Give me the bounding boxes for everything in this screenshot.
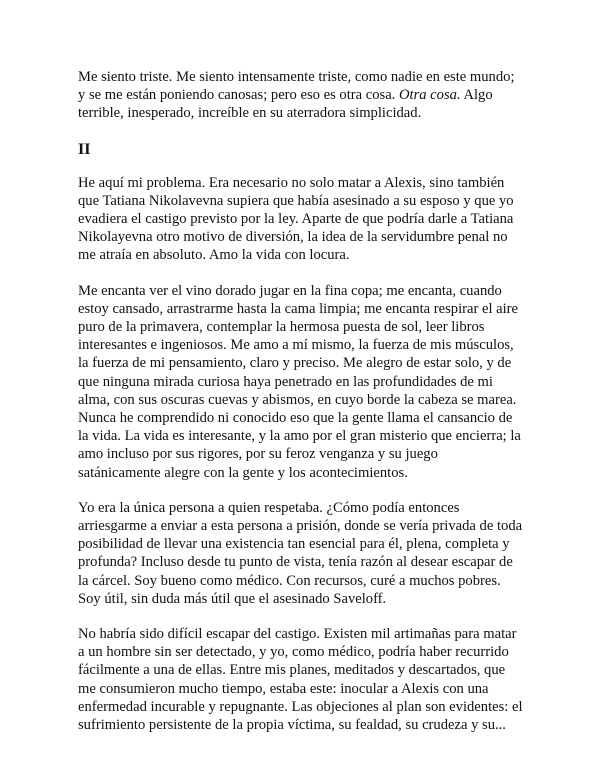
- body-paragraphs: [78, 174, 528, 735]
- text-line: Yo era la única persona a quien respetaba. ¿Cómo podía entonces: [78, 499, 460, 516]
- text-line: alma, con sus oscuras cuevas y abismos, en cuyo borde la cabeza se marea.: [78, 391, 517, 408]
- text-line: la cárcel. Soy bueno como médico. Con recursos, curé a muchos pobres.: [78, 572, 501, 589]
- document-body: [78, 68, 528, 751]
- text-line: la vida. La vida es interesante, y la amo por el gran misterio que encierra; la: [78, 428, 521, 445]
- text-line: posibilidad de llevar una existencia tan esencial para él, plena, completa y: [78, 536, 510, 553]
- text-line: Me encanta ver el vino dorado jugar en la fina copa; me encanta, cuando: [78, 282, 502, 299]
- text-line: satánicamente alegre con la gente y los acontecimientos.: [78, 464, 408, 481]
- text-line: sufrimiento persistente de la propia víctima, su fealdad, su crudeza y su...: [78, 717, 506, 734]
- body-paragraph: [78, 282, 528, 482]
- text-line: amo incluso por sus rigores, por su feroz venganza y su juego: [78, 446, 438, 463]
- text-segment: Algo: [460, 87, 493, 104]
- text-line: evadiera el castigo previsto por la ley. Aparte de que podría darle a Tatiana: [78, 211, 514, 228]
- body-paragraph: [78, 174, 528, 265]
- text-line: Nunca he comprendido ni conocido eso que la gente llama el cansancio de: [78, 410, 513, 427]
- text-line: me consumieron mucho tiempo, estaba este: inocular a Alexis con una: [78, 680, 489, 697]
- text-line: que Tatiana Nikolavevna supiera que había asesinado a su esposo y que yo: [78, 192, 514, 209]
- opening-paragraph: [78, 68, 528, 123]
- text-line: Nikolayevna otro motivo de diversión, la idea de la servidumbre penal no: [78, 229, 508, 246]
- body-paragraph: [78, 499, 528, 608]
- text-line: me atraía en absoluto. Amo la vida con locura.: [78, 247, 350, 264]
- text-line: a un hombre sin ser detectado, y yo, como médico, podría haber recurrido: [78, 644, 509, 661]
- text-line: que ninguna mirada curiosa haya penetrado en las profundidades de mi: [78, 373, 493, 390]
- text-line: enfermedad incurable y repugnante. Las objeciones al plan son evidentes: el: [78, 698, 523, 715]
- text-line: He aquí mi problema. Era necesario no solo matar a Alexis, sino también: [78, 174, 505, 191]
- text-line: profunda? Incluso desde tu punto de vista, tenía razón al desear escapar de: [78, 554, 513, 571]
- body-paragraph: [78, 625, 528, 734]
- text-line: puro de la primavera, contemplar la hermosa puesta de sol, leer libros: [78, 319, 485, 336]
- text-line: terrible, inesperado, increíble en su aterradora simplicidad.: [78, 105, 422, 122]
- text-line: la fuerza de mi pensamiento, claro y preciso. Me alegro de estar solo, y de: [78, 355, 512, 372]
- italic-phrase: Otra cosa.: [398, 87, 461, 104]
- section-heading: II: [78, 140, 91, 158]
- text-line: [78, 86, 528, 104]
- text-line: estoy cansado, arrastrarme hasta la cama limpia; me encanta respirar el aire: [78, 300, 519, 317]
- text-line: Me siento triste. Me siento intensamente triste, como nadie en este mundo;: [78, 69, 515, 85]
- text-line: interesantes e ingeniosos. Me amo a mí mismo, la fuerza de mis músculos,: [78, 337, 514, 354]
- text-segment: y se me están poniendo canosas; pero eso es otra cosa.: [78, 87, 399, 104]
- text-line: arriesgarme a enviar a esta persona a prisión, donde se vería privada de toda: [78, 518, 523, 535]
- text-line: fácilmente a una de ellas. Entre mis planes, meditados y descartados, que: [78, 662, 506, 679]
- text-line: Soy útil, sin duda más útil que el asesinado Saveloff.: [78, 590, 387, 607]
- text-line: No habría sido difícil escapar del castigo. Existen mil artimañas para matar: [78, 626, 517, 643]
